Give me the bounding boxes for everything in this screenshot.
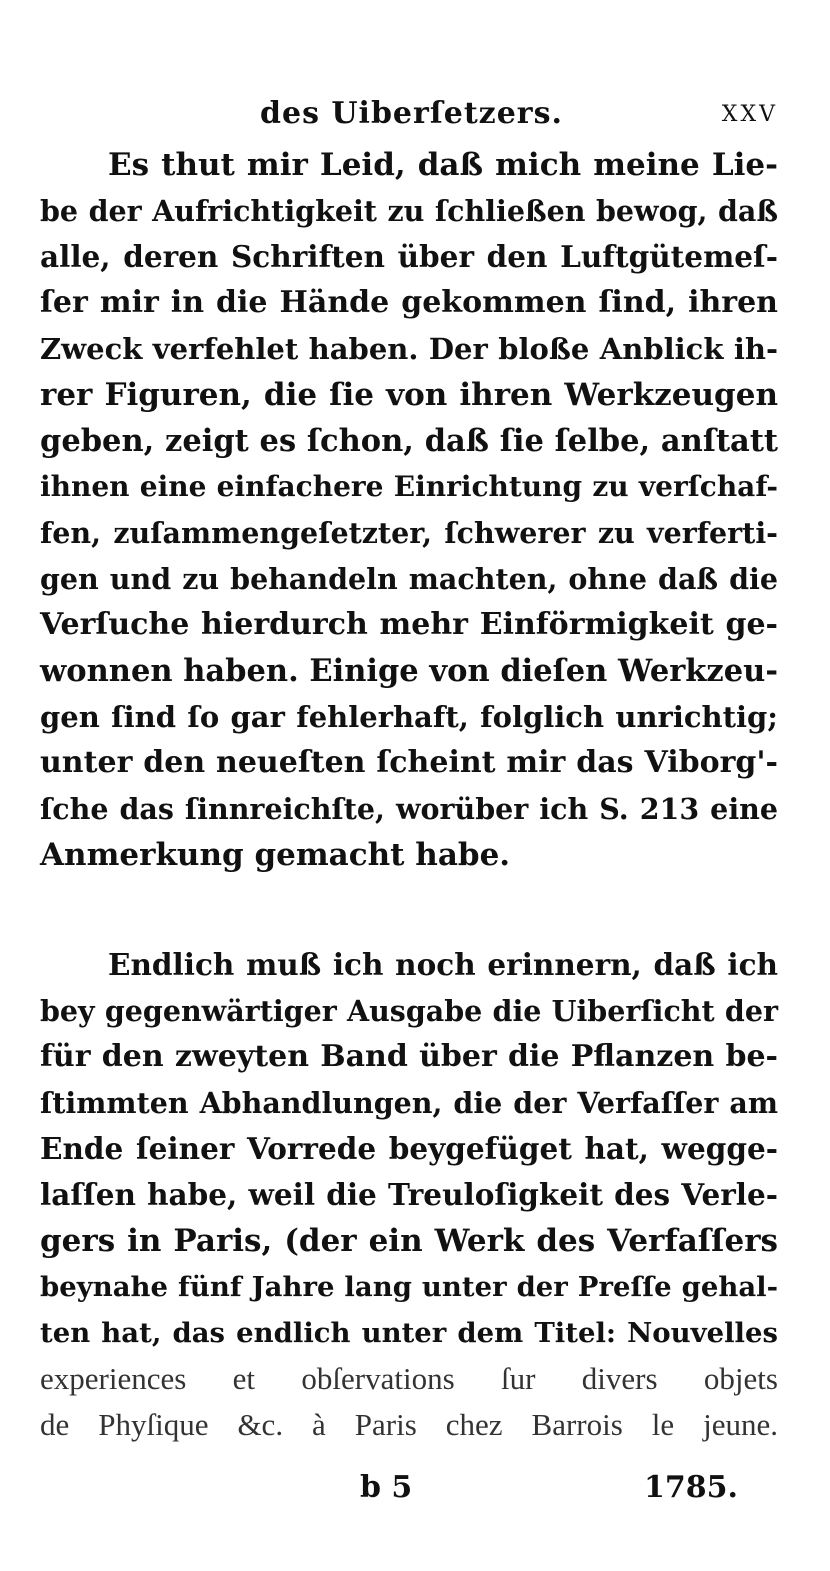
signature-mark: b 5 [360,1470,413,1505]
text-line: beynahe fünf Jahre lang unter der Preſſe gehal- [40,1271,778,1303]
text-line: laſſen habe, weil die Treuloſigkeit des Verle- [40,1177,778,1212]
text-line: Verſuche hierdurch mehr Einförmigkeit ge- [40,607,778,642]
text-line: rer Figuren, die ſie von ihren Werkzeugen [40,377,778,413]
running-head [40,96,778,136]
text-line: gen und zu behandeln machten, ohne daß die [40,562,778,596]
page-number: XXV [721,102,778,127]
text-line: geben, zeigt es ſchon, daß ſie ſelbe, anſtatt [40,423,778,459]
text-line: bey gegenwärtiger Ausgabe die Uiberſicht der [40,994,778,1028]
text-line: ſche das ſinnreichſte, worüber ich S. 213 eine [40,792,778,826]
catchword: 1785. [644,1470,738,1505]
text-line: fen, zuſammengeſetzter, ſchwerer zu verferti- [40,516,778,550]
text-line: gers in Paris, (der ein Werk des Verfaſſers [40,1223,778,1259]
text-line: Ende ſeiner Vorrede beygefüget hat, wegge- [40,1131,778,1166]
text-line: ten hat, das endlich unter dem Titel: Nouvelles [40,1317,778,1349]
text-line: ſtimmten Abhandlungen, die der Verfaſſer am [40,1086,778,1120]
text-line: gen ſind ſo gar fehlerhaft, folglich unrichtig; [40,700,778,734]
text-line: unter den neueſten ſcheint mir das Viborg'- [40,745,778,780]
text-line: Zweck verfehlet haben. Der bloße Anblick ih- [40,332,778,366]
text-line: Endlich muß ich noch erinnern, daß ich [108,947,778,982]
text-line: ſer mir in die Hände gekommen ſind, ihren [40,285,778,320]
text-line: ihnen eine einfachere Einrichtung zu verſchaf- [40,470,778,503]
text-line: Anmerkung gemacht habe. [40,837,511,873]
running-title: des Uiberſetzers. [260,96,563,131]
text-line: wonnen haben. Einige von dieſen Werkzeu- [40,653,778,689]
text-line: experiences et obſervations ſur divers objets [40,1361,778,1396]
page-footer [40,1470,778,1510]
text-line: de Phyſique &c. à Paris chez Barrois le jeune. [40,1407,778,1442]
text-line: alle, deren Schriften über den Luftgütemeſ- [40,239,778,274]
text-line: für den zweyten Band über die Pflanzen be- [40,1039,778,1074]
text-line: be der Aufrichtigkeit zu ſchließen bewog, daß [40,194,778,228]
text-line: Es thut mir Leid, daß mich meine Lie- [108,147,778,183]
